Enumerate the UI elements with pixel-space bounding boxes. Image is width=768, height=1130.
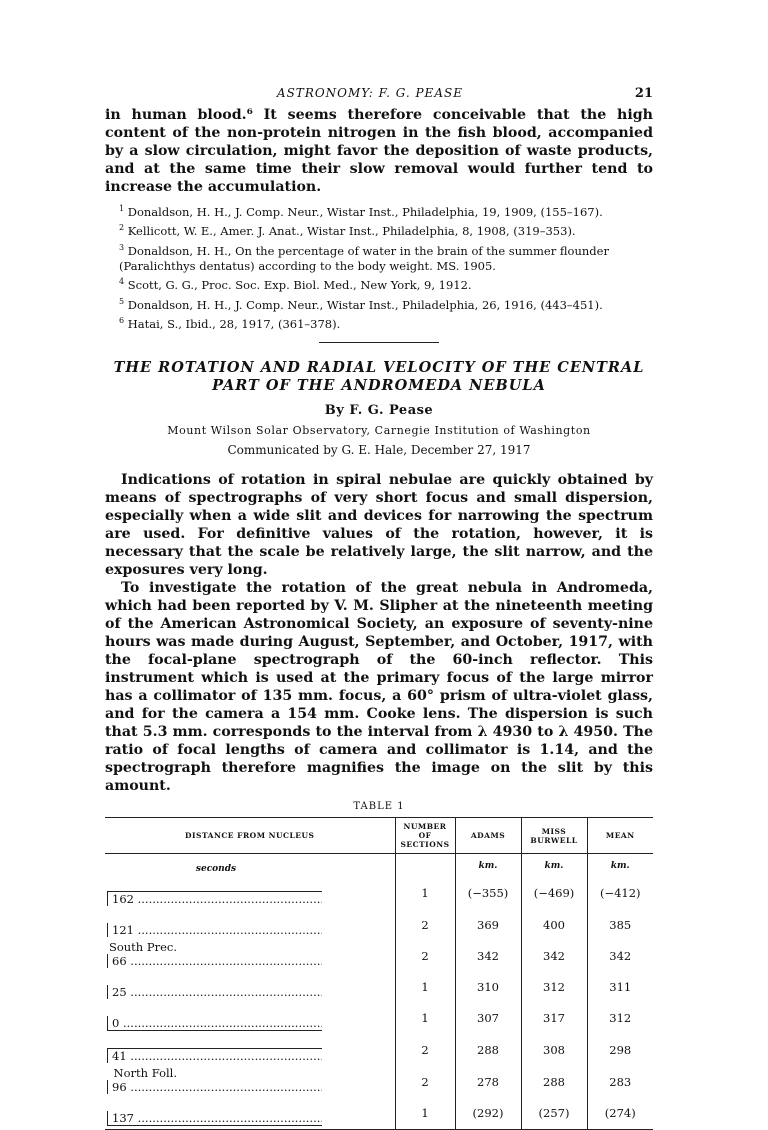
table-row: [105, 1097, 653, 1130]
mean-cell: 342: [587, 940, 653, 971]
distance-value: 0 .....: [107, 1016, 322, 1031]
footnote: [105, 274, 653, 293]
footnote-number: 3: [119, 242, 125, 252]
group-label: South Prec.: [108, 940, 177, 955]
footnote-text: Kellicott, W. E., Amer. J. Anat., Wistar Inst., Philadelphia, 8, 1908, (319–353).: [127, 224, 576, 239]
footnote-text: Donaldson, H. H., J. Comp. Neur., Wistar Inst., Philadelphia, 19, 1909, (155–167).: [127, 204, 603, 219]
body-paragraph-1: Indications of rotation in spiral nebulae are quickly obtained by means of spectrographs of very short focus and small dispersion, especially when a wide slit and devices for narrowing the spectrum are used. For definitive values of the rotation, however, it is necessary that the scale be relatively large, the slit narrow, and the exposures very long.: [105, 472, 653, 579]
distance-value: 66 .....: [107, 954, 322, 968]
running-title: ASTRONOMY: F. G. PEASE: [276, 86, 463, 100]
adams-cell: 307: [455, 1002, 521, 1034]
distance-cell: [105, 971, 395, 1002]
mean-cell: 298: [587, 1034, 653, 1066]
distance-cell: [105, 940, 395, 971]
adams-cell: 369: [455, 909, 521, 940]
distance-cell: [105, 877, 395, 909]
adams-cell: 310: [455, 971, 521, 1002]
distance-value: 121 .....: [107, 923, 322, 937]
unit-seconds: seconds: [195, 864, 237, 875]
article-title: THE ROTATION AND RADIAL VELOCITY OF THE CENTRAL PART OF THE ANDROMEDA NEBULA: [113, 359, 645, 395]
table-row: [105, 940, 653, 971]
burwell-cell: 308: [521, 1034, 587, 1066]
footnote-text: Donaldson, H. H., On the percentage of water in the brain of the summer flounder (Paralichthys dentatus) according to the body weight. MS. 1905.: [119, 243, 609, 273]
header-mean: MEAN: [587, 818, 653, 854]
burwell-cell: 312: [521, 971, 587, 1002]
footnote-number: 1: [119, 204, 125, 213]
group-label: North Foll.: [113, 1066, 177, 1081]
adams-cell: 342: [455, 940, 521, 971]
table-row: [105, 877, 653, 909]
journal-page: [105, 86, 653, 1130]
burwell-cell: (−469): [521, 877, 587, 909]
distance-value: 41 .....: [107, 1048, 322, 1063]
footnote: [105, 240, 653, 275]
distance-value: 25 .....: [107, 985, 322, 999]
footnote: [105, 201, 653, 220]
table-row: [105, 1002, 653, 1034]
footnote-number: 5: [119, 296, 125, 306]
footnote-text: Hatai, S., Ibid., 28, 1917, (361–378).: [127, 316, 341, 331]
footnote: [105, 220, 653, 239]
page-number: 21: [634, 86, 653, 101]
table-caption: TABLE 1: [353, 801, 405, 813]
burwell-cell: 288: [521, 1066, 587, 1097]
footnotes: [105, 201, 653, 332]
sections-cell: 1: [395, 971, 455, 1002]
footnote-text: Donaldson, H. H., J. Comp. Neur., Wistar Inst., Philadelphia, 26, 1916, (443–451).: [127, 297, 603, 312]
unit-distance: [105, 854, 395, 878]
sections-cell: 1: [395, 1002, 455, 1034]
distance-cell: [105, 1066, 395, 1097]
body-paragraph-2: To investigate the rotation of the great nebula in Andromeda, which had been reported by V. M. Slipher at the nineteenth meeting of the American Astronomical Society, an exposure of seventy-nine hours was made during August, September, and October, 1917, with the focal-plane spectrograph of the 60-inch reflector. This instrument which is used at the primary focus of the large mirror has a collimator of 135 mm. focus, a 60° prism of ultra-violet glass, and for the camera a 154 mm. Cooke lens. The dispersion is such that 5.3 mm. corresponds to the interval from λ 4930 to λ 4950. The ratio of focal lengths of camera and collimator is 1.14, and the spectrograph therefore magnifies the image on the slit by this amount.: [105, 580, 653, 795]
distance-value: 162 .....: [107, 891, 322, 906]
adams-cell: (292): [455, 1097, 521, 1130]
adams-cell: 288: [455, 1034, 521, 1066]
mean-cell: (274): [587, 1097, 653, 1130]
sections-cell: 2: [395, 909, 455, 940]
footnote-number: 2: [119, 223, 125, 233]
table-row: [105, 1066, 653, 1097]
header-distance: DISTANCE FROM NUCLEUS: [105, 818, 395, 854]
distance-cell: [105, 1002, 395, 1034]
adams-cell: 278: [455, 1066, 521, 1097]
mean-cell: (−412): [587, 877, 653, 909]
distance-cell: [105, 1097, 395, 1130]
sections-cell: 1: [395, 1097, 455, 1130]
unit-cell: km.: [521, 854, 587, 878]
header-adams: ADAMS: [455, 818, 521, 854]
mean-cell: 283: [587, 1066, 653, 1097]
burwell-cell: 400: [521, 909, 587, 940]
table-units-row: [105, 854, 653, 878]
distance-value: 96 .....: [107, 1080, 322, 1094]
footnote: [105, 313, 653, 332]
communicated-line: Communicated by G. E. Hale, December 27, 1917: [227, 443, 531, 458]
footnote: [105, 294, 653, 313]
adams-cell: (−355): [455, 877, 521, 909]
table-row: [105, 1034, 653, 1066]
mean-cell: 385: [587, 909, 653, 940]
burwell-cell: 317: [521, 1002, 587, 1034]
table-row: [105, 971, 653, 1002]
distance-value: 137 .....: [107, 1111, 322, 1126]
table-row: [105, 909, 653, 940]
sections-cell: 1: [395, 877, 455, 909]
running-head: [105, 86, 653, 106]
unit-cell: km.: [455, 854, 521, 878]
unit-cell: [395, 854, 455, 878]
mean-cell: 312: [587, 1002, 653, 1034]
mean-cell: 311: [587, 971, 653, 1002]
footnote-number: 6: [119, 316, 125, 326]
data-table: [105, 817, 653, 1130]
footnote-number: 4: [119, 277, 125, 287]
sections-cell: 2: [395, 1066, 455, 1097]
footnote-text: Scott, G. G., Proc. Soc. Exp. Biol. Med., New York, 9, 1912.: [127, 278, 472, 293]
affiliation: Mount Wilson Solar Observatory, Carnegie Institution of Washington: [167, 424, 591, 438]
header-burwell: MISS BURWELL: [521, 818, 587, 854]
header-sections: NUMBER OF SECTIONS: [395, 818, 455, 854]
burwell-cell: 342: [521, 940, 587, 971]
intro-paragraph: in human blood.⁶ It seems therefore conceivable that the high content of the non-protein nitrogen in the fish blood, accompanied by a slow circulation, might favor the deposition of waste products, and at the same time their slow removal would further tend to increase the accumulation.: [105, 107, 653, 195]
section-divider: [319, 342, 439, 343]
sections-cell: 2: [395, 940, 455, 971]
unit-cell: km.: [587, 854, 653, 878]
burwell-cell: (257): [521, 1097, 587, 1130]
sections-cell: 2: [395, 1034, 455, 1066]
distance-cell: [105, 1034, 395, 1066]
table-header-row: [105, 818, 653, 854]
distance-cell: [105, 909, 395, 940]
byline: By F. G. Pease: [324, 403, 434, 419]
